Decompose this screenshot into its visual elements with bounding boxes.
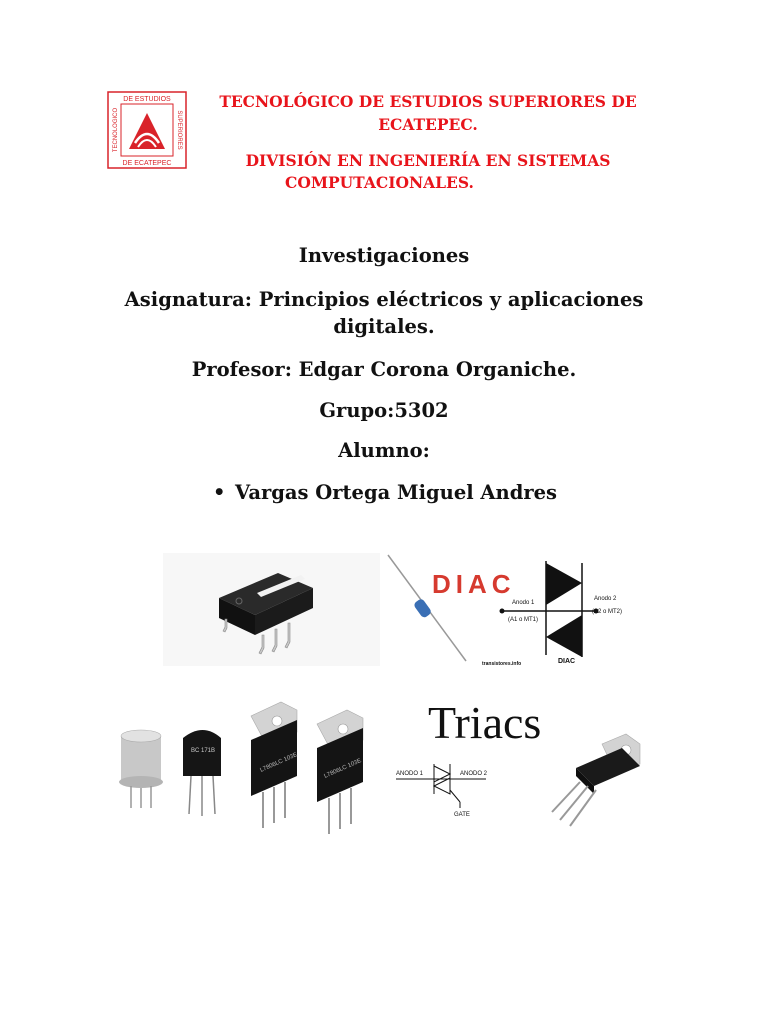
header-line-3: DIVISIÓN EN INGENIERÍA EN SISTEMAS <box>245 151 611 170</box>
triac-anode1-label: ANODO 1 <box>396 771 424 777</box>
professor-line: Profesor: Edgar Corona Organiche. <box>191 358 577 381</box>
metal-can-transistor <box>119 730 163 808</box>
subject-line-1: Asignatura: Principios eléctricos y aplicaciones <box>124 288 644 311</box>
student-name: Vargas Ortega Miguel Andres <box>235 481 558 504</box>
optocoupler-image <box>163 553 380 666</box>
triacs-image <box>376 686 651 846</box>
to220-regulator-1 <box>251 702 298 828</box>
student-label: Alumno: <box>338 439 430 462</box>
diac-title: DIAC <box>432 569 516 599</box>
to220-regulator-2 <box>317 710 363 834</box>
logo-text-top: DE ESTUDIOS <box>123 96 171 103</box>
header-line-1: TECNOLÓGICO DE ESTUDIOS SUPERIORES DE <box>219 92 637 111</box>
diac-anode2-label: Anodo 2 <box>594 596 617 602</box>
header-line-4: COMPUTACIONALES. <box>285 173 474 192</box>
bullet: • <box>213 481 226 504</box>
triac-anode2-label: ANODO 2 <box>460 771 488 777</box>
diac-symbol-label: DIAC <box>558 658 576 665</box>
regulator-1-marking: L7806LC 103E <box>259 752 299 774</box>
diac-image <box>386 553 628 666</box>
transistor-regulators-image <box>111 696 376 844</box>
institution-logo <box>107 91 187 169</box>
diac-anode2-sub: (A2 o MT2) <box>592 609 623 615</box>
diac-anode1-label: Anodo 1 <box>512 600 535 606</box>
triac-component <box>552 734 640 826</box>
triacs-title: Triacs <box>428 697 542 748</box>
header-line-2: ECATEPEC. <box>378 115 478 134</box>
to92-marking: BC 171B <box>191 748 216 754</box>
diac-source: transistores.info <box>482 661 522 666</box>
logo-seal <box>107 91 187 169</box>
group-line: Grupo:5302 <box>319 399 449 422</box>
triac-gate-label: GATE <box>454 812 470 818</box>
to92-transistor <box>183 730 221 816</box>
logo-text-bottom: DE ECATEPEC <box>122 160 172 167</box>
logo-text-left: TECNOLOGICO <box>113 107 119 153</box>
student-list-item <box>213 481 633 504</box>
document-title: Investigaciones <box>298 244 470 267</box>
subject-line-2: digitales. <box>333 315 435 338</box>
diac-anode1-sub: (A1 o MT1) <box>508 617 539 623</box>
regulator-2-marking: L7806LC 103E <box>323 758 363 780</box>
logo-text-right: SUPERIORES <box>176 110 182 150</box>
